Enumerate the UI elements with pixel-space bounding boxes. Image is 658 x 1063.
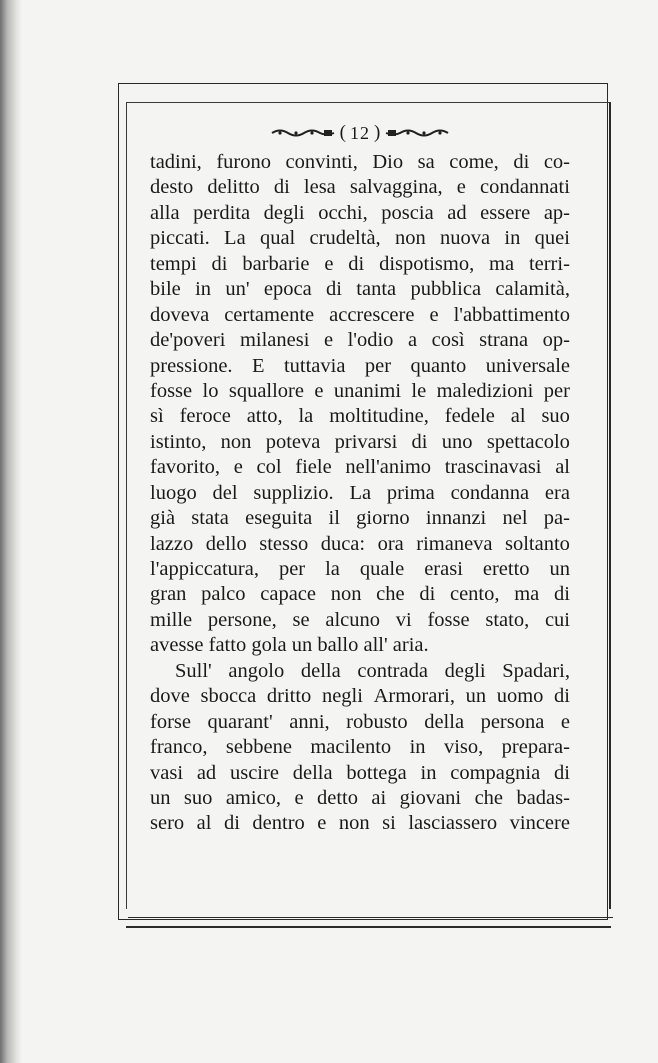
binding-gutter	[0, 0, 22, 1063]
text-line: sì feroce atto, la moltitudine, fedele al suo	[150, 405, 570, 428]
text-line: mille persone, se alcuno vi fosse stato, cui	[150, 608, 570, 631]
text-line: lazzo dello stesso duca: ora rimaneva soltanto	[150, 532, 570, 555]
text-line: l'appiccatura, per la quale erasi eretto un	[150, 558, 570, 580]
text-line: pressione. E tuttavia per quanto universale	[150, 354, 570, 377]
text-line: bile in un' epoca di tanta pubblica calamità,	[150, 278, 570, 301]
paren-open: (	[339, 122, 346, 143]
text-line: tadini, furono convinti, Dio sa come, di co-	[150, 151, 570, 173]
right-ornament-icon	[384, 128, 450, 138]
text-line: Sull' angolo della contrada degli Spadari,	[175, 659, 570, 682]
text-line: alla perdita degli occhi, poscia ad essere ap-	[150, 201, 570, 224]
text-line: forse quarant' anni, robusto della persona e	[150, 710, 570, 733]
text-line: desto delitto di lesa salvaggina, e condannati	[150, 176, 570, 199]
text-line: già stata eseguita il giorno innanzi nel pa-	[150, 507, 570, 530]
text-line: tempi di barbarie e di dispotismo, ma terri-	[150, 252, 570, 275]
text-line: fosse lo squallore e unanimi le maledizioni per	[150, 379, 570, 402]
text-line: favorito, e col fiele nell'animo trascinavasi al	[150, 456, 570, 479]
text-line: istinto, non poteva privarsi di uno spettacolo	[150, 430, 570, 453]
text-line: luogo del supplizio. La prima condanna era	[150, 481, 570, 504]
page-number: 12	[350, 122, 370, 143]
text-line: vasi ad uscire della bottega in compagnia di	[150, 761, 570, 784]
bottom-rule-thick	[126, 926, 611, 928]
text-line: piccati. La qual crudeltà, non nuova in quei	[150, 227, 570, 250]
text-line: franco, sebbene macilento in viso, prepara-	[150, 736, 570, 759]
text-line: un suo amico, e detto ai giovani che badas-	[150, 786, 570, 809]
bottom-rule	[128, 917, 613, 918]
text-line: gran palco capace non che di cento, ma di	[150, 583, 570, 606]
text-line: dove sbocca dritto negli Armorari, un uomo di	[150, 685, 570, 708]
body-text	[150, 150, 570, 837]
running-header	[150, 118, 570, 148]
text-line: doveva certamente accrescere e l'abbattimento	[150, 303, 570, 326]
text-line: avesse fatto gola un ballo all' aria.	[150, 634, 429, 657]
text-line: de'poveri milanesi e l'odio a così strana op-	[150, 329, 570, 352]
text-line: sero al di dentro e non si lasciassero vincere	[150, 812, 570, 835]
left-ornament-icon	[270, 128, 336, 138]
paren-close: )	[374, 122, 381, 143]
